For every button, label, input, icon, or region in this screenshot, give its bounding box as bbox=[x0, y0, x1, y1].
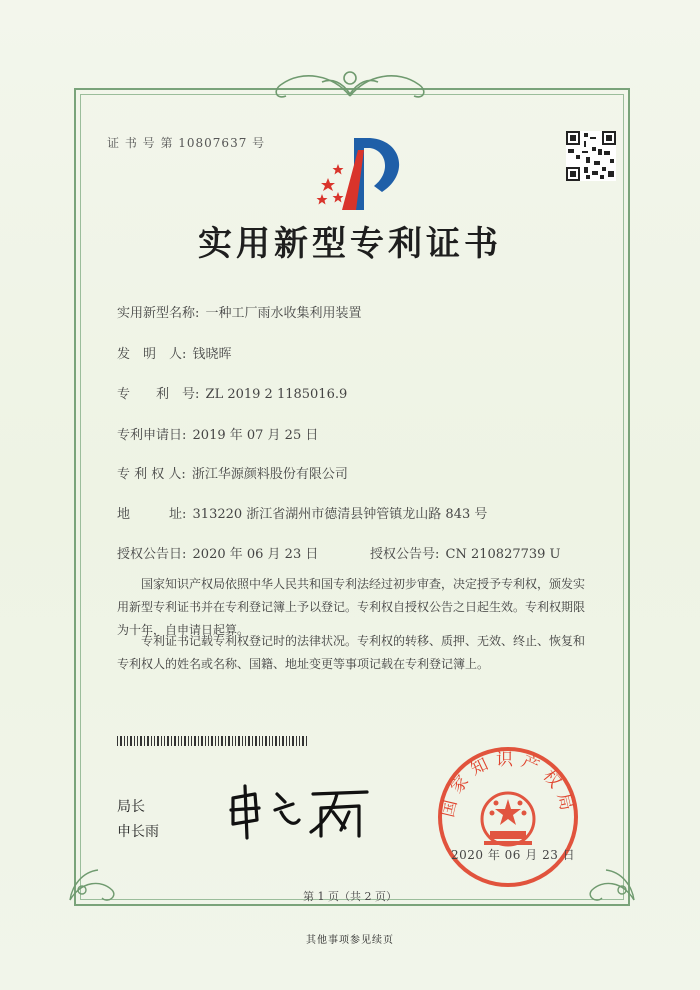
director-name: 申长雨 bbox=[117, 824, 159, 840]
qr-code-icon bbox=[566, 131, 616, 181]
field-label: 专 利 权 人: bbox=[117, 467, 186, 482]
field-value: CN 210827739 U bbox=[445, 547, 561, 562]
official-seal bbox=[426, 737, 590, 887]
inventor-row bbox=[117, 343, 232, 362]
field-label: 地 址: bbox=[117, 507, 187, 522]
field-value: 2020 年 06 月 23 日 bbox=[192, 547, 319, 562]
field-value: 一种工厂雨水收集利用装置 bbox=[205, 306, 362, 321]
field-value: 313220 浙江省湖州市德清县钟管镇龙山路 843 号 bbox=[192, 507, 488, 522]
patent-office-logo-icon bbox=[312, 130, 412, 220]
handwritten-signature bbox=[225, 780, 375, 840]
field-value: ZL 2019 2 1185016.9 bbox=[205, 387, 348, 402]
field-label: 专 利 号: bbox=[117, 387, 200, 402]
legal-status-statement: 专利证书记载专利权登记时的法律状况。专利权的转移、质押、无效、终止、恢复和专利权人的姓名或名称、国籍、地址变更等事项记载在专利登记簿上。 bbox=[117, 634, 586, 671]
top-ornament-icon bbox=[262, 64, 438, 104]
field-label: 发 明 人: bbox=[117, 347, 187, 362]
svg-text:国家知识产权局: 国家知识产权局 bbox=[438, 750, 578, 820]
field-label: 授权公告号: bbox=[370, 547, 440, 562]
page-number: 第 1 页（共 2 页） bbox=[303, 890, 397, 903]
grant-number-row bbox=[370, 543, 561, 562]
certificate-title: 实用新型专利证书 bbox=[198, 224, 502, 264]
barcode-icon bbox=[117, 736, 307, 746]
continued-note: 其他事项参见续页 bbox=[306, 935, 394, 946]
field-label: 实用新型名称: bbox=[117, 306, 200, 321]
field-label: 授权公告日: bbox=[117, 547, 187, 562]
field-value: 浙江华源颜料股份有限公司 bbox=[191, 467, 348, 482]
patentee-row bbox=[117, 463, 348, 482]
field-value: 2019 年 07 月 25 日 bbox=[192, 428, 319, 443]
field-label: 专利申请日: bbox=[117, 428, 187, 443]
grant-date-row bbox=[117, 543, 318, 562]
field-value: 钱晓晖 bbox=[192, 347, 232, 362]
director-title: 局长 bbox=[117, 799, 145, 815]
seal-date: 2020 年 06 月 23 日 bbox=[451, 848, 576, 862]
patent-number-row bbox=[117, 383, 347, 402]
grant-statement: 国家知识产权局依照中华人民共和国专利法经过初步审查，决定授予专利权，颁发实用新型专利证书并在专利登记簿上予以登记。专利权自授权公告之日起生效。专利权期限为十年，自申请日起算。 bbox=[117, 577, 586, 637]
filing-date-row bbox=[117, 424, 318, 443]
address-row bbox=[117, 503, 487, 522]
certificate-number: 证 书 号 第 10807637 号 bbox=[107, 136, 266, 150]
utility-model-name-row bbox=[117, 302, 362, 321]
